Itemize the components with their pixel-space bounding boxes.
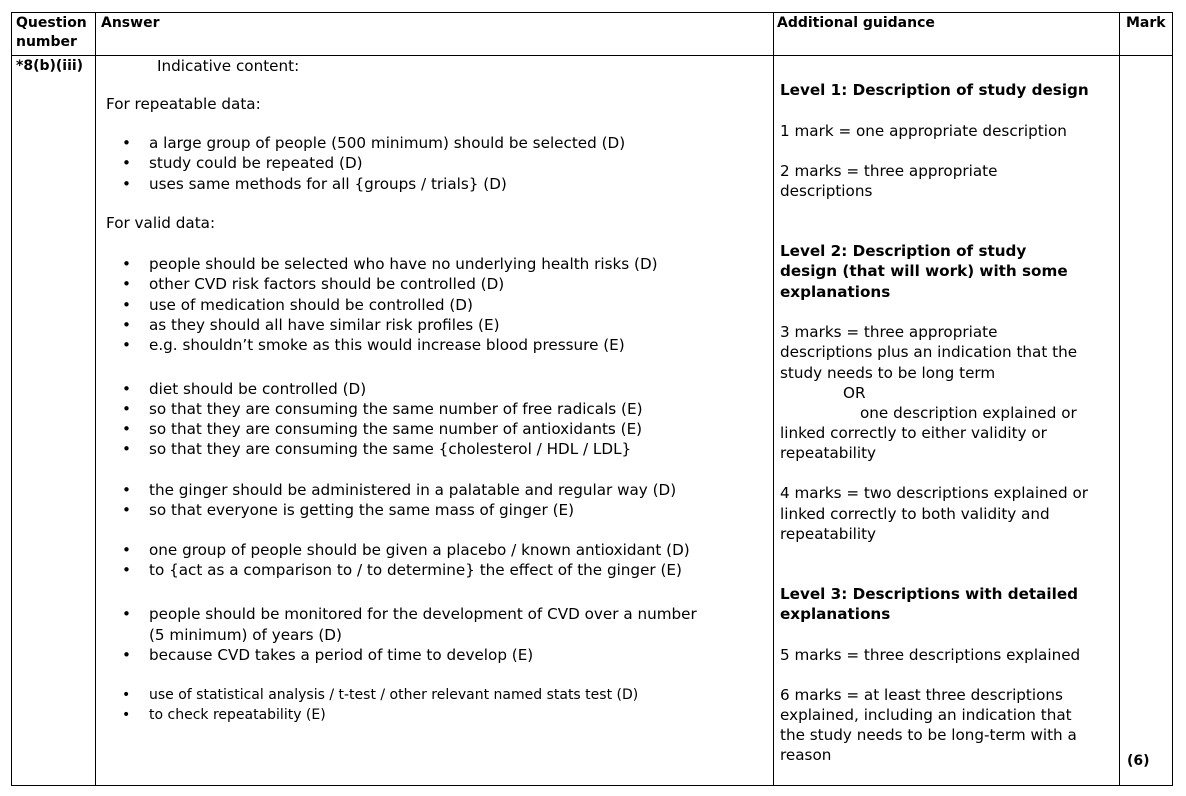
list-item: • so that they are consuming the same number of antioxidants (E) [149,420,642,438]
guidance-text: repeatability [780,525,877,543]
guidance-text: explained, including an indication that [780,706,1072,724]
list-item: • so that they are consuming the same {cholesterol / HDL / LDL} [149,440,631,458]
guidance-text: the study needs to be long-term with a [780,726,1077,744]
list-item: • people should be monitored for the development of CVD over a number [149,605,697,623]
list-item: • the ginger should be administered in a palatable and regular way (D) [149,481,676,499]
table-border-bottom [11,785,1173,786]
list-item: • uses same methods for all {groups / trials} (D) [149,175,507,193]
guidance-text: 4 marks = two descriptions explained or [780,484,1089,502]
list-item: • e.g. shouldn’t smoke as this would increase blood pressure (E) [149,336,625,354]
list-item: • a large group of people (500 minimum) should be selected (D) [149,134,625,152]
list-item: • because CVD takes a period of time to develop (E) [149,646,533,664]
list-item: • use of medication should be controlled (D) [149,296,473,314]
list-item: • diet should be controlled (D) [149,380,366,398]
list-item: • use of statistical analysis / t-test / other relevant named stats test (D) [149,686,638,704]
guidance-text: 3 marks = three appropriate [780,323,998,341]
table-border-top [11,12,1173,13]
column-divider [773,12,774,786]
question-number: *8(b)(iii) [16,58,84,74]
list-item: • as they should all have similar risk profiles (E) [149,316,500,334]
level-3-heading: Level 3: Descriptions with detailed [780,585,1079,603]
list-item: • to {act as a comparison to / to determine} the effect of the ginger (E) [149,561,682,579]
header-guidance: Additional guidance [777,15,935,31]
guidance-text: one description explained or [860,404,1077,422]
table-border-left [11,12,12,786]
level-2-heading: design (that will work) with some [780,262,1068,280]
guidance-text: study needs to be long term [780,364,996,382]
guidance-text: 5 marks = three descriptions explained [780,646,1081,664]
table-border-right [1172,12,1173,786]
list-item: • study could be repeated (D) [149,154,363,172]
list-item-continuation: (5 minimum) of years (D) [149,626,342,644]
level-1-heading: Level 1: Description of study design [780,81,1089,99]
guidance-text: OR [843,384,866,402]
guidance-text: 6 marks = at least three descriptions [780,686,1063,704]
list-item: • to check repeatability (E) [149,706,326,724]
answer-intro: Indicative content: [157,57,300,75]
list-item: • one group of people should be given a placebo / known antioxidant (D) [149,541,690,559]
header-question-number: number [16,34,77,50]
guidance-text: repeatability [780,444,877,462]
guidance-text: linked correctly to both validity and [780,505,1050,523]
header-question-number: Question [16,15,87,31]
list-item: • so that everyone is getting the same mass of ginger (E) [149,501,574,519]
list-item: • other CVD risk factors should be controlled (D) [149,275,504,293]
guidance-text: 1 mark = one appropriate description [780,122,1067,140]
level-2-heading: Level 2: Description of study [780,242,1027,260]
header-mark: Mark [1126,15,1166,31]
guidance-text: linked correctly to either validity or [780,424,1047,442]
list-item: • so that they are consuming the same number of free radicals (E) [149,400,643,418]
level-3-heading: explanations [780,605,891,623]
column-divider [95,12,96,786]
level-2-heading: explanations [780,283,891,301]
mark-value: (6) [1127,753,1150,769]
header-divider [11,55,1173,56]
list-item: • people should be selected who have no underlying health risks (D) [149,255,658,273]
guidance-text: descriptions plus an indication that the [780,343,1078,361]
column-divider [1119,12,1120,786]
guidance-text: descriptions [780,182,873,200]
guidance-text: reason [780,746,832,764]
valid-heading: For valid data: [106,214,216,232]
guidance-text: 2 marks = three appropriate [780,162,998,180]
repeatable-heading: For repeatable data: [106,95,261,113]
header-answer: Answer [101,15,160,31]
